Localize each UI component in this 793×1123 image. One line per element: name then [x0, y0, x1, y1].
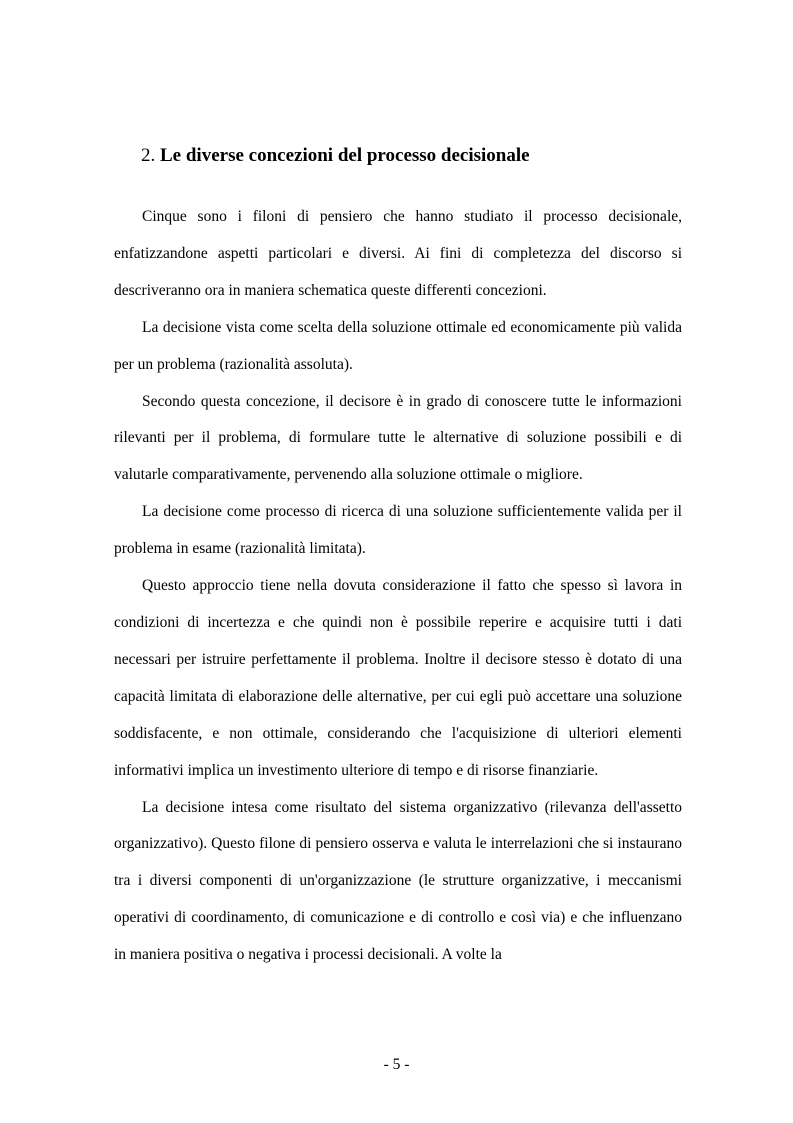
section-title: Le diverse concezioni del processo decisionale [160, 145, 530, 166]
page-number: - 5 - [383, 1056, 410, 1073]
paragraph-absolute-rationality-detail: Secondo questa concezione, il decisore è in grado di conoscere tutte le informazioni rilevanti per il problema, di formulare tutte le alternative di soluzione possibili e di valutarle comparativamente, pervenendo alla soluzione ottimale o migliore. [114, 392, 682, 484]
body-text [114, 199, 682, 974]
paragraph-limited-rationality-detail: Questo approccio tiene nella dovuta considerazione il fatto che spesso sì lavora in condizioni di incertezza e che quindi non è possibile reperire e acquisire tutti i dati necessari per istruire perfettamente il problema. Inoltre il decisore stesso è dotato di una capacità limitata di elaborazione delle alternative, per cui egli può accettare una soluzione soddisfacente, e non ottimale, considerando che l'acquisizione di ulteriori elementi informativi implica un investimento ulteriore di tempo e di risorse finanziarie. [114, 577, 682, 779]
section-number: 2. [141, 145, 156, 166]
paragraph-organizational-system: La decisione intesa come risultato del sistema organizzativo (rilevanza dell'assetto organizzativo). Questo filone di pensiero osserva e valuta le interrelazioni che si instaurano tra i diversi componenti di un'organizzazione (le strutture organizzative, i meccanismi operativi di coordinamento, di comunicazione e di controllo e così via) e che influenzano in maniera positiva o negativa i processi decisionali. A volte la [114, 798, 682, 964]
paragraph-limited-rationality: La decisione come processo di ricerca di una soluzione sufficientemente valida per il problema in esame (razionalità limitata). [114, 503, 682, 558]
paragraph-intro: Cinque sono i filoni di pensiero che hanno studiato il processo decisionale, enfatizzandone aspetti particolari e diversi. Ai fini di completezza del discorso si descriveranno ora in maniera schematica queste differenti concezioni. [114, 208, 682, 299]
paragraph-absolute-rationality: La decisione vista come scelta della soluzione ottimale ed economicamente più valida per un problema (razionalità assoluta). [114, 318, 682, 373]
section-heading [141, 142, 701, 170]
